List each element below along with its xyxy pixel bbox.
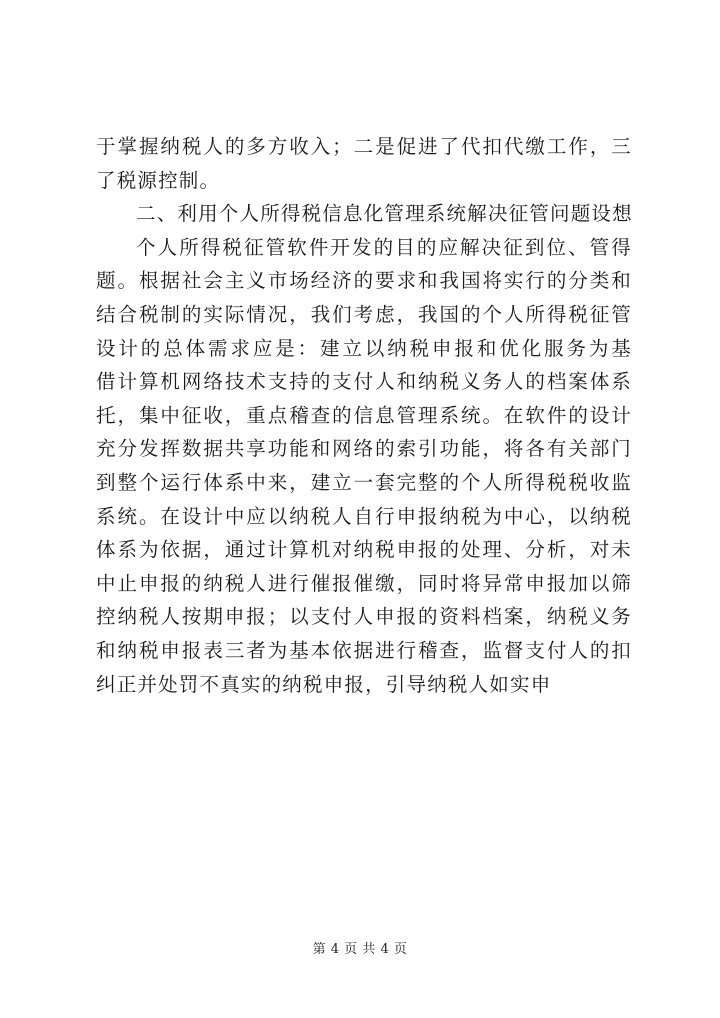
text-line-2: 了税源控制。: [96, 168, 221, 192]
text-line-4: 个人所得税征管软件开发的目的应解决征到位、管得: [136, 235, 632, 259]
text-line-7: 设计的总体需求应是：建立以纳税申报和优化服务为基: [96, 336, 632, 360]
text-line-14: 中止申报的纳税人进行催报催缴，同时将异常申报加以筛: [96, 571, 632, 595]
text-line-5: 题。根据社会主义市场经济的要求和我国将实行的分类和: [96, 269, 632, 293]
text-line-11: 到整个运行体系中来，建立一套完整的个人所得税税收监: [96, 470, 632, 494]
text-line-15: 控纳税人按期申报；以支付人申报的资料档案，纳税义务: [96, 605, 632, 629]
text-line-9: 托，集中征收，重点稽查的信息管理系统。在软件的设计: [96, 403, 632, 427]
text-line-17: 纠正并处罚不真实的纳税申报，引导纳税人如实申: [96, 672, 552, 696]
text-line-10: 充分发挥数据共享功能和网络的索引功能，将各有关部门: [96, 437, 632, 461]
text-line-8: 借计算机网络技术支持的支付人和纳税义务人的档案体系: [96, 370, 632, 394]
body-text: [96, 130, 632, 701]
text-line-12: 系统。在设计中应以纳税人自行申报纳税为中心，以纳税: [96, 504, 632, 528]
text-line-6: 结合税制的实际情况，我们考虑，我国的个人所得税征管: [96, 302, 632, 326]
page-footer: 第 4 页 共 4 页: [312, 942, 408, 957]
section-heading: 二、利用个人所得税信息化管理系统解决征管问题设想: [136, 202, 633, 226]
text-line-13: 体系为依据，通过计算机对纳税申报的处理、分析，对未: [96, 538, 632, 562]
text-line-1: 于掌握纳税人的多方收入；二是促进了代扣代缴工作，三: [96, 135, 632, 158]
text-line-16: 和纳税申报表三者为基本依据进行稽查，监督支付人的扣: [96, 638, 632, 662]
